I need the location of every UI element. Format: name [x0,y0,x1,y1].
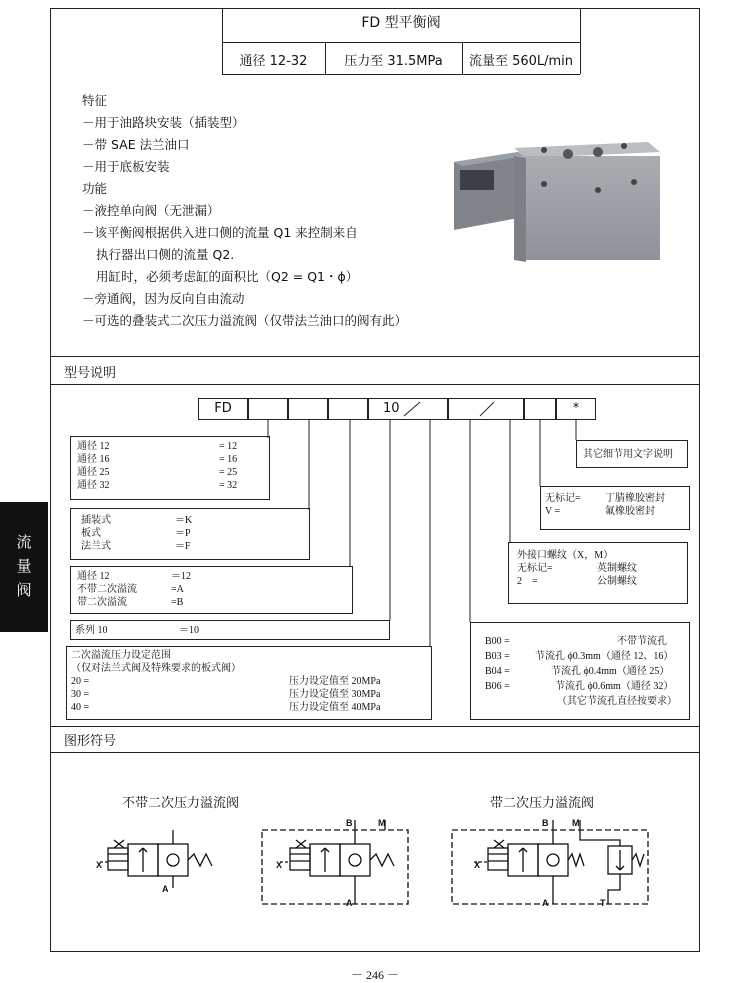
size-options-box [70,436,270,500]
other-details-text: 其它细节用文字说明 [583,449,673,460]
option-code: 20 = [71,676,90,687]
thread-title: 外接口螺纹（X，M） [517,550,614,561]
option-code: = 12 [219,441,238,452]
series-box [70,620,390,640]
section-divider [50,752,700,753]
port-label: M [378,818,386,828]
port-label: T [600,898,606,908]
seal-options-box [540,486,690,530]
port-label: X [474,860,481,870]
option-label: 氟橡胶密封 [605,506,655,517]
option-label: 压力设定值至 30MPa [289,689,381,700]
option-code: B03 = [485,651,510,662]
code-cell-version: 10 [368,398,448,420]
feature-item: －用于底板安装 [82,159,170,174]
option-label: 不带二次溢流 [77,584,137,595]
option-code: B00 = [485,636,510,647]
page-number: － 246 － [350,968,399,982]
option-code: B06 = [485,681,510,692]
function-item: －液控单向阀（无泄漏） [82,203,220,218]
code-cell-series: FD [198,398,248,420]
function-item: －该平衡阀根据供入进口侧的流量 Q1 来控制来自 [82,225,358,240]
page-title: FD 型平衡阀 [361,15,441,31]
functions-heading: 功能 [82,181,108,196]
option-label: 节流孔 ϕ0.3mm（通径 12、16） [535,651,674,662]
section-side-tab [0,502,48,632]
features-heading: 特征 [82,93,108,108]
option-label: 丁腈橡胶密封 [605,493,665,504]
spec-flow: 流量至 560L/min [468,54,574,69]
feature-item: －带 SAE 法兰油口 [82,137,190,152]
option-label: 带二次溢流 [77,597,127,608]
function-item: 用缸时，必须考虑缸的面积比（Q2 = Q1・ϕ） [96,269,359,284]
port-label: M [572,818,580,828]
side-tab-char: 流 [16,533,32,551]
port-label: B [346,818,353,828]
port-label: A [542,898,549,908]
mount-options-box [70,508,310,560]
orifice-options-box [470,622,690,720]
orifice-note: （其它节流孔直径按要求） [557,696,677,707]
option-label: 压力设定值至 40MPa [289,702,381,713]
option-code: ＝K [175,515,193,526]
side-tab-char: 量 [16,557,32,575]
pressure-title: 二次溢流压力设定范围 [71,650,171,661]
pressure-range-box [66,646,432,720]
option-label: 通径 32 [77,480,110,491]
option-code: B04 = [485,666,510,677]
port-label: B [542,818,549,828]
relief-options-box [70,566,353,614]
function-item: 执行器出口侧的流量 Q2. [96,247,235,262]
port-label: X [276,860,283,870]
port-label: X [96,860,103,870]
option-label: 通径 12 [77,571,110,582]
section-divider [50,726,700,727]
thread-options-box [508,542,688,604]
code-cell-extra: * [556,398,596,420]
option-code: 40 = [71,702,90,713]
pressure-note: （仅对法兰式阀及特殊要求的板式阀） [71,663,241,674]
option-label: 英制螺纹 [597,563,637,574]
option-label: 板式 [81,528,101,539]
symbol-caption-left: 不带二次压力溢流阀 [122,795,240,810]
option-label: 系列 10 [75,625,108,636]
port-label: A [346,898,353,908]
option-code: ＝12 [171,571,191,582]
option-code: ＝F [175,541,191,552]
option-label: 节流孔 ϕ0.6mm（通径 32） [555,681,674,692]
option-label: 压力设定值至 20MPa [289,676,381,687]
function-item: －可选的叠装式二次压力溢流阀（仅带法兰油口的阀有此） [82,313,408,328]
side-tab-char: 阀 [16,581,32,599]
feature-item: －用于油路块安装（插装型） [82,115,245,130]
model-section-heading: 型号说明 [64,366,117,381]
option-code: = 32 [219,480,238,491]
spec-pressure: 压力至 31.5MPa [344,54,443,69]
option-label: 通径 16 [77,454,110,465]
counterbalance-valve-symbol [100,830,212,888]
option-label: 节流孔 ϕ0.4mm（通径 25） [551,666,670,677]
option-label: 法兰式 [81,541,111,552]
spec-size: 通径 12-32 [239,54,308,69]
option-code: =B [171,597,184,608]
option-label: 通径 12 [77,441,110,452]
hydraulic-symbols [0,800,750,920]
counterbalance-valve-symbol [262,820,408,904]
option-label: 公制螺纹 [597,576,637,587]
option-code: =A [171,584,184,595]
option-label: 插装式 [81,515,111,526]
option-code: V = [545,506,561,517]
symbols-heading: 图形符号 [64,734,117,749]
option-code: 30 = [71,689,90,700]
option-code: ＝P [175,528,191,539]
option-code: 无标记= [517,563,553,574]
function-item: －旁通阀，因为反向自由流动 [82,291,245,306]
option-label: 不带节流孔 [617,636,667,647]
option-label: 通径 25 [77,467,110,478]
option-code: = 16 [219,454,238,465]
other-details-box [576,440,688,468]
option-code: = 25 [219,467,238,478]
symbol-caption-right: 带二次压力溢流阀 [490,795,595,810]
option-code: ＝10 [179,625,199,636]
counterbalance-valve-relief-symbol [452,820,648,904]
port-label: A [162,884,169,894]
option-code: 2 = [517,576,538,587]
option-code: 无标记= [545,493,581,504]
